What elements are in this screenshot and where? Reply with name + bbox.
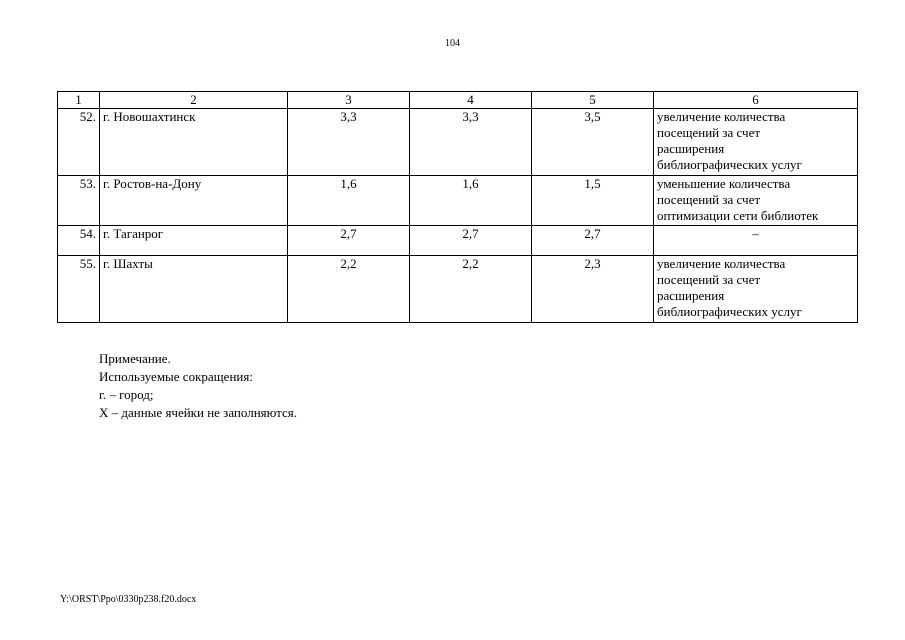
city-name: г. Ростов-на-Дону (100, 176, 288, 226)
value-col3: 3,3 (288, 109, 410, 176)
table-row (58, 256, 858, 323)
table-row (58, 176, 858, 226)
row-note (654, 176, 858, 226)
note-line: библиографических услуг (657, 157, 802, 172)
column-header-6: 6 (654, 92, 858, 109)
note-line: расширения (657, 288, 725, 303)
value-col5: 3,5 (532, 109, 654, 176)
note-line: библиографических услуг (657, 304, 802, 319)
notes-line: г. – город; (99, 387, 154, 402)
note-line: – (752, 226, 759, 241)
row-number: 53. (58, 176, 100, 226)
table-row (58, 109, 858, 176)
notes-line: Х – данные ячейки не заполняются. (99, 405, 298, 420)
value-col4: 2,2 (410, 256, 532, 323)
value-col3: 2,2 (288, 256, 410, 323)
column-header-1: 1 (58, 92, 100, 109)
note-line: расширения (657, 141, 725, 156)
row-number: 54. (58, 226, 100, 256)
page-number: 104 (445, 38, 460, 49)
footer-file-path: Y:\ORST\Ppo\0330p238.f20.docx (60, 594, 197, 605)
data-table (57, 91, 858, 323)
value-col4: 3,3 (410, 109, 532, 176)
value-col5: 2,7 (532, 226, 654, 256)
note-line: посещений за счет (657, 125, 761, 140)
value-col4: 1,6 (410, 176, 532, 226)
row-note (654, 226, 858, 256)
notes-heading: Примечание. (99, 351, 171, 366)
column-header-2: 2 (100, 92, 288, 109)
row-note (654, 109, 858, 176)
value-col3: 2,7 (288, 226, 410, 256)
column-header-5: 5 (532, 92, 654, 109)
value-col3: 1,6 (288, 176, 410, 226)
column-header-3: 3 (288, 92, 410, 109)
city-name: г. Новошахтинск (100, 109, 288, 176)
table-header-row (58, 92, 858, 109)
note-line: посещений за счет (657, 192, 761, 207)
value-col5: 2,3 (532, 256, 654, 323)
table-row (58, 226, 858, 256)
notes-block (99, 350, 297, 422)
note-line: увеличение количества (657, 256, 786, 271)
row-note (654, 256, 858, 323)
city-name: г. Таганрог (100, 226, 288, 256)
column-header-4: 4 (410, 92, 532, 109)
note-line: уменьшение количества (657, 176, 791, 191)
city-name: г. Шахты (100, 256, 288, 323)
value-col5: 1,5 (532, 176, 654, 226)
note-line: увеличение количества (657, 109, 786, 124)
note-line: оптимизации сети библиотек (657, 208, 819, 223)
note-line: посещений за счет (657, 272, 761, 287)
value-col4: 2,7 (410, 226, 532, 256)
notes-line: Используемые сокращения: (99, 369, 253, 384)
row-number: 52. (58, 109, 100, 176)
row-number: 55. (58, 256, 100, 323)
